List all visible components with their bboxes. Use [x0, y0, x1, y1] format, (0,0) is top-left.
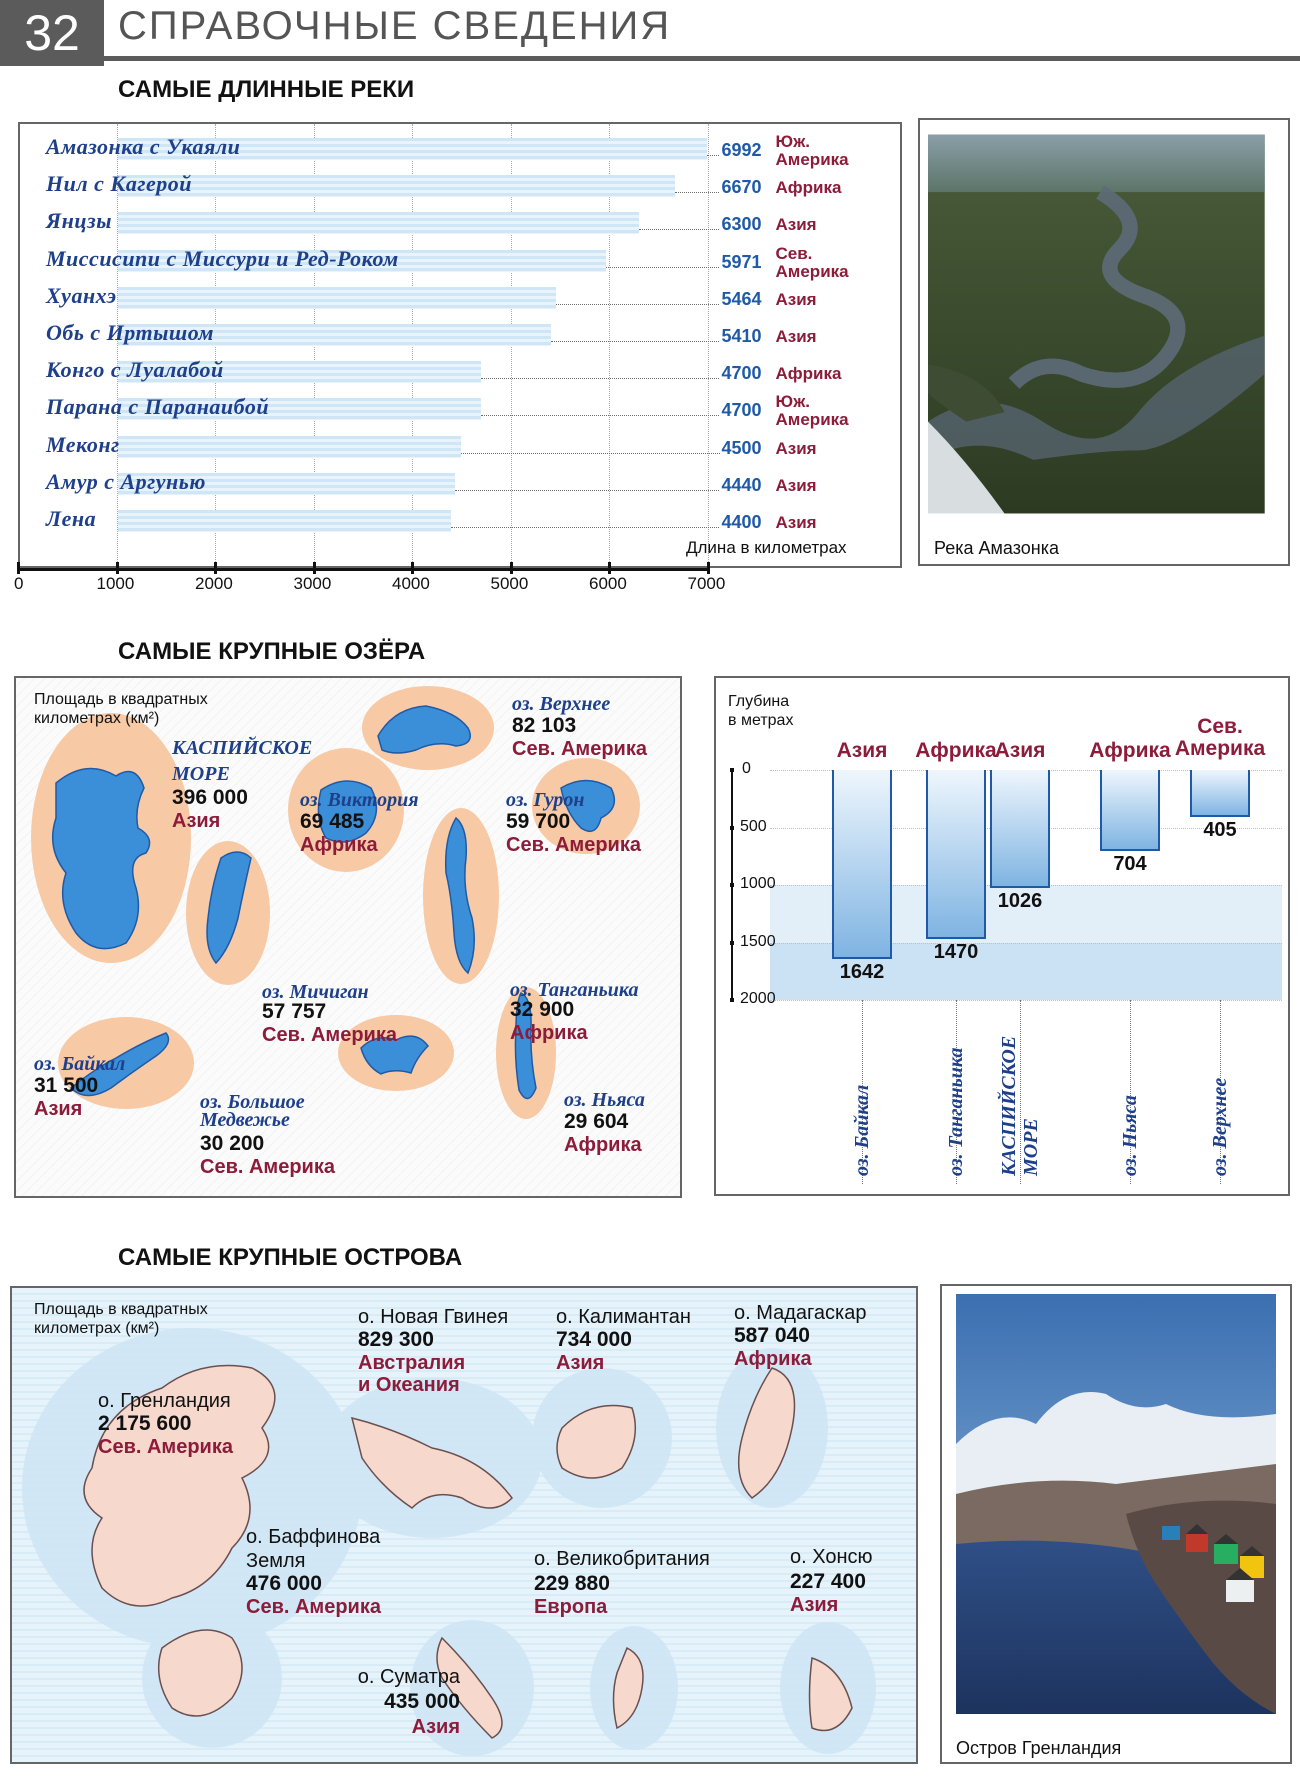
lakes-area-note-line2: километрах (км²)	[34, 710, 160, 727]
island-continent-great-britain: Европа	[534, 1596, 608, 1618]
river-continent	[776, 245, 876, 281]
river-leader	[461, 453, 719, 454]
rivers-tick-label: 1000	[96, 574, 135, 593]
river-name: Хуанхэ	[46, 282, 117, 308]
river-name: Обь с Иртышом	[46, 320, 214, 345]
rivers-axis-label: Длина в километрах	[686, 538, 847, 557]
lake-area-baikal: 31 500	[34, 1074, 99, 1097]
river-bar	[118, 436, 461, 458]
lake-continent-nyasa: Африка	[564, 1134, 642, 1156]
island-continent-new-guinea-2: и Океания	[358, 1374, 460, 1396]
river-bar	[118, 287, 556, 309]
depth-value: 1470	[933, 941, 979, 964]
island-area-madagascar: 587 040	[734, 1324, 810, 1347]
depth-continent: Африка	[915, 739, 997, 762]
island-label-great-britain: о. Великобритания	[534, 1548, 710, 1570]
rivers-tick-label: 0	[14, 574, 24, 593]
river-leader	[551, 341, 720, 342]
river-continent-line: Америка	[775, 150, 849, 169]
river-length-value: 5410	[721, 326, 762, 346]
lake-area-tanganyika: 32 900	[510, 998, 575, 1021]
lake-label-nyasa: оз. Ньяса	[564, 1089, 645, 1111]
island-label-honshu: о. Хонсю	[790, 1546, 873, 1568]
lake-continent-tanganyika: Африка	[510, 1022, 588, 1044]
depth-ylabel-line1: Глубина	[728, 693, 790, 710]
page-title: СПРАВОЧНЫЕ СВЕДЕНИЯ	[118, 4, 672, 48]
river-continent	[776, 393, 876, 429]
river-continent	[776, 133, 876, 169]
island-area-new-guinea: 829 300	[358, 1328, 434, 1351]
river-continent-line: Юж.	[775, 132, 811, 151]
river-name: Лена	[46, 506, 97, 531]
river-length-value: 6300	[721, 214, 762, 235]
island-area-kalimantan: 734 000	[556, 1328, 632, 1351]
lake-continent-michigan: Сев. Америка	[262, 1024, 397, 1046]
depth-y-axis	[731, 770, 733, 1000]
river-continent: Азия	[775, 289, 817, 309]
header-rule	[104, 56, 1300, 61]
lake-label-superior: оз. Верхнее	[512, 693, 611, 715]
lake-label-victoria: оз. Виктория	[300, 789, 419, 811]
rivers-gridline	[708, 124, 709, 568]
river-name: Нил с Кагерой	[46, 171, 192, 197]
depth-lake-name: оз. Ньяса	[1119, 1095, 1141, 1176]
lakes-area-note	[34, 690, 208, 728]
depth-tick-label: 1000	[740, 875, 776, 892]
lakes-area-note-line1: Площадь в квадратных	[34, 691, 208, 708]
depth-gridline	[770, 1000, 1282, 1001]
river-leader	[481, 415, 720, 416]
depth-bar	[990, 770, 1050, 888]
river-bar	[118, 175, 675, 197]
rivers-tick-label: 4000	[392, 574, 430, 593]
river-continent: Азия	[775, 475, 817, 495]
river-continent: Азия	[775, 513, 817, 532]
river-length-value: 4500	[721, 437, 762, 458]
lake-area-michigan: 57 757	[262, 1000, 327, 1023]
island-area-greenland: 2 175 600	[98, 1412, 192, 1435]
island-continent-honshu: Азия	[790, 1594, 839, 1616]
depth-value: 405	[1203, 818, 1237, 841]
lake-continent-victoria: Африка	[300, 834, 378, 856]
river-length-value: 5464	[721, 288, 762, 309]
lake-label-baikal: оз. Байкал	[34, 1053, 126, 1075]
depth-ylabel	[728, 692, 793, 730]
lake-continent-baikal: Азия	[34, 1098, 83, 1120]
river-bar	[118, 510, 451, 532]
lake-label-caspian: КАСПИЙСКОЕ	[172, 737, 313, 759]
river-continent-line: Сев.	[775, 243, 813, 263]
depth-lake-name-line: КАСПИЙСКОЕ	[998, 1035, 1020, 1176]
depth-continent: Африка	[1089, 739, 1171, 762]
depth-bar	[1100, 770, 1160, 851]
greenland-photo-caption: Остров Гренландия	[956, 1738, 1122, 1758]
river-name: Амазонка с Укаяли	[46, 134, 241, 159]
lake-area-superior: 82 103	[512, 714, 577, 737]
island-area-great-britain: 229 880	[534, 1572, 610, 1595]
amazon-river-photo	[928, 128, 1280, 524]
river-length-value: 4440	[721, 474, 762, 495]
islands-section-title: САМЫЕ КРУПНЫЕ ОСТРОВА	[118, 1244, 463, 1271]
depth-value: 1642	[839, 960, 885, 983]
river-length-value: 4400	[721, 512, 762, 532]
page-number: 32	[0, 0, 104, 66]
lake-label-bear: оз. Большое	[200, 1091, 305, 1113]
lake-label-caspian-2: МОРЕ	[172, 763, 230, 785]
river-leader	[556, 304, 719, 305]
lake-area-bear: 30 200	[200, 1132, 265, 1155]
lake-area-caspian: 396 000	[172, 786, 248, 809]
river-name: Конго с Луалабой	[46, 357, 224, 383]
depth-tick-label: 2000	[740, 990, 776, 1007]
rivers-section-title: САМЫЕ ДЛИННЫЕ РЕКИ	[118, 76, 415, 103]
island-continent-greenland: Сев. Америка	[98, 1436, 233, 1458]
rivers-tick-label: 3000	[293, 574, 332, 593]
islands-area-note-line2: километрах (км²)	[34, 1320, 160, 1337]
lake-label-tanganyika: оз. Танганьика	[510, 979, 639, 1001]
river-continent-line: Юж.	[775, 392, 811, 412]
river-continent-line: Америка	[775, 410, 849, 430]
rivers-tick-label: 7000	[687, 574, 726, 593]
river-continent: Африка	[775, 364, 842, 384]
depth-lake-name: оз. Байкал	[851, 1084, 873, 1176]
river-leader	[455, 490, 719, 491]
river-continent-line: Америка	[775, 261, 849, 281]
depth-lake-name: оз. Танганьика	[945, 1047, 967, 1176]
depth-tick-label: 0	[742, 760, 751, 777]
island-label-madagascar: о. Мадагаскар	[734, 1302, 867, 1324]
depth-continent-line: Сев.	[1197, 715, 1243, 738]
island-continent-new-guinea: Австралия	[358, 1352, 466, 1374]
river-continent: Азия	[775, 438, 817, 458]
island-continent-baffin: Сев. Америка	[246, 1596, 381, 1618]
island-label-baffin-2: Земля	[246, 1550, 306, 1572]
river-leader	[639, 229, 720, 230]
depth-lake-name	[998, 1036, 1042, 1176]
island-area-sumatra: 435 000	[384, 1690, 460, 1713]
river-leader	[675, 192, 720, 193]
depth-tick-label: 500	[740, 817, 767, 835]
lakes-section-title: САМЫЕ КРУПНЫЕ ОЗЁРА	[118, 638, 426, 665]
river-name: Миссисипи с Миссури и Ред-Роком	[46, 245, 399, 271]
depth-ylabel-line2: в метрах	[728, 712, 794, 729]
river-leader	[606, 267, 719, 268]
lake-label-huron: оз. Гурон	[506, 789, 585, 811]
river-continent: Африка	[775, 178, 842, 198]
islands-area-note	[34, 1300, 208, 1338]
island-label-baffin: о. Баффинова	[246, 1526, 381, 1548]
island-label-new-guinea: о. Новая Гвинея	[358, 1306, 509, 1328]
island-label-sumatra: о. Суматра	[357, 1666, 460, 1688]
river-length-value: 4700	[721, 400, 762, 421]
depth-lake-name-line: МОРЕ	[1020, 1118, 1042, 1176]
depth-value: 1026	[997, 889, 1043, 912]
river-name: Янцзы	[46, 208, 112, 234]
lake-continent-huron: Сев. Америка	[506, 834, 641, 856]
river-bar	[118, 212, 639, 234]
river-name: Парана с Паранаибой	[46, 394, 270, 420]
island-continent-sumatra: Азия	[411, 1716, 460, 1738]
lake-area-victoria: 69 485	[300, 810, 365, 833]
rivers-tick-label: 2000	[195, 574, 233, 593]
river-length-value: 6670	[721, 177, 762, 198]
amazon-photo-caption: Река Амазонка	[934, 538, 1059, 558]
depth-continent-line: Америка	[1174, 737, 1266, 760]
river-leader	[707, 155, 720, 156]
rivers-x-axis	[18, 568, 708, 571]
depth-lake-name: оз. Верхнее	[1209, 1077, 1231, 1176]
river-length-value: 5971	[721, 251, 762, 272]
river-name: Меконг	[46, 431, 120, 457]
island-label-kalimantan: о. Калимантан	[556, 1306, 691, 1328]
depth-continent: Азия	[994, 739, 1046, 762]
river-continent: Азия	[775, 327, 817, 346]
island-continent-madagascar: Африка	[734, 1348, 812, 1370]
river-leader	[451, 527, 719, 528]
greenland-photo-frame	[940, 1284, 1292, 1764]
depth-value: 704	[1113, 852, 1147, 875]
river-continent: Азия	[775, 215, 817, 235]
lake-continent-superior: Сев. Америка	[512, 738, 647, 760]
amazon-photo-frame	[918, 118, 1290, 566]
river-name: Амур с Аргунью	[46, 468, 206, 494]
river-length-value: 6992	[721, 140, 762, 160]
depth-bar	[832, 770, 892, 959]
lake-area-nyasa: 29 604	[564, 1110, 629, 1133]
island-label-greenland: о. Гренландия	[98, 1390, 231, 1412]
lake-label-michigan: оз. Мичиган	[262, 981, 369, 1003]
depth-continent: Азия	[836, 739, 888, 762]
rivers-tick-label: 6000	[589, 574, 627, 593]
rivers-tick-label: 5000	[490, 574, 529, 593]
depth-continent	[1165, 716, 1275, 760]
island-area-baffin: 476 000	[246, 1572, 322, 1595]
island-area-honshu: 227 400	[790, 1570, 866, 1593]
river-length-value: 4700	[721, 363, 762, 384]
lake-continent-caspian: Азия	[172, 810, 221, 832]
islands-area-note-line1: Площадь в квадратных	[34, 1301, 208, 1318]
lake-label-bear-2: Медвежье	[200, 1109, 290, 1131]
lake-continent-bear: Сев. Америка	[200, 1156, 335, 1178]
greenland-photo	[956, 1294, 1276, 1714]
river-leader	[481, 378, 720, 379]
depth-bar	[1190, 770, 1250, 817]
depth-bar	[926, 770, 986, 939]
lake-area-huron: 59 700	[506, 810, 571, 833]
depth-tick-label: 1500	[740, 932, 776, 950]
island-continent-kalimantan: Азия	[556, 1352, 605, 1374]
